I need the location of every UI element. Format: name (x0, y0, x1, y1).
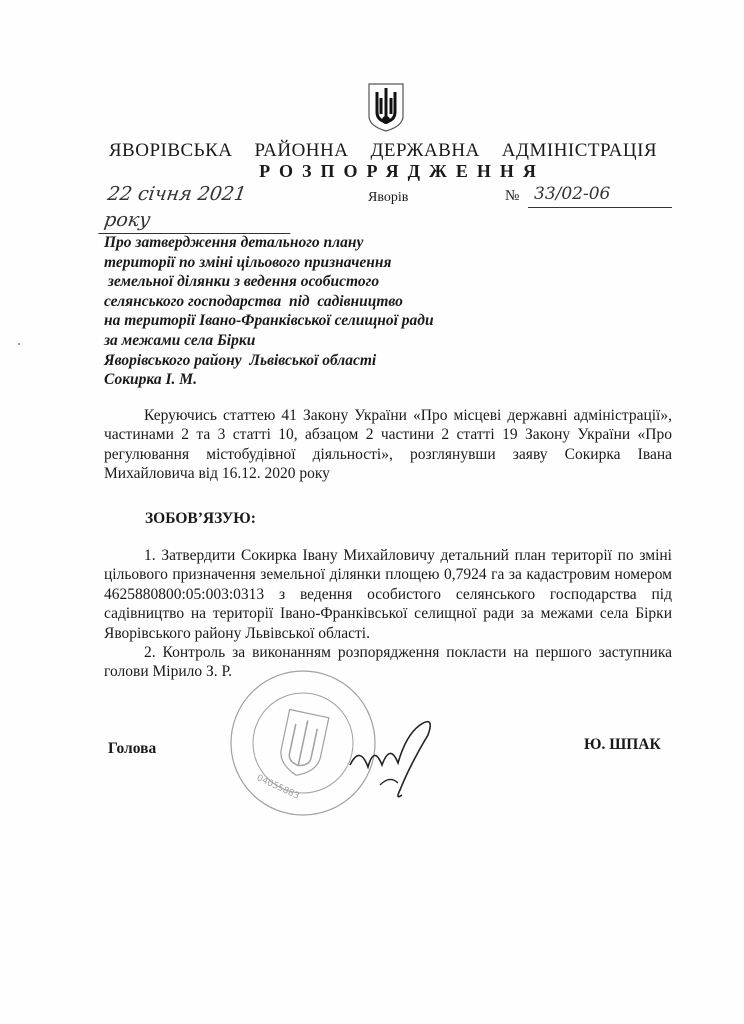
org-word: ЯВОРІВСЬКА (108, 140, 233, 161)
organization-name (0, 140, 744, 162)
number-label: № (505, 188, 520, 204)
subject-block (104, 233, 524, 390)
org-word: ДЕРЖАВНА (370, 140, 480, 161)
subject-line: на території Івано-Франківської селищної ради (104, 312, 434, 330)
obligation-heading: ЗОБОВ’ЯЗУЮ: (145, 510, 256, 527)
subject-line: території по зміні цільового призначення (104, 253, 392, 271)
scan-speck (18, 343, 20, 345)
stamp-code: 04055883 (254, 773, 301, 802)
trident-coat-of-arms-icon (367, 82, 405, 132)
handwritten-signature (340, 705, 450, 805)
org-word: РАЙОННА (254, 140, 349, 161)
signatory-name: Ю. ШПАК (584, 736, 661, 753)
subject-line: Сокирка І. М. (104, 371, 197, 389)
handwritten-number: 33/02-06 (528, 181, 672, 208)
signatory-position: Голова (108, 740, 157, 757)
order-item-1: 1. Затвердити Сокирка Івану Михайловичу детальний план території по зміні цільового призначення земельної ділянки площею 0,7924 га за кадастровим номером 4625880800:05:003:0313 з ведення особистого селянського господарства під садівництво на території Івано-Франківської селищної ради за межами села Бірки Яворівського району Львівської області. (104, 547, 672, 642)
subject-line: Яворівського району Львівської області (104, 351, 377, 369)
subject-line: селянського господарства під садівництво (104, 292, 403, 310)
subject-line: Про затвердження детального плану (104, 234, 364, 251)
city: Яворів (368, 190, 409, 205)
handwritten-date: 22 січня 2021 року (98, 181, 297, 234)
subject-line: земельної ділянки з ведення особистого (104, 273, 380, 291)
preamble-paragraph: Керуючись статтею 41 Закону України «Про місцеві державні адміністрації», частинами 2 та 3 статті 10, абзацом 2 частини 2 статті 19 Закону України «Про регулювання містобудівної діяльності», розглянувши заяву Сокирка Івана Михайловича від 16.12. 2020 року (104, 407, 672, 483)
org-word: АДМІНІСТРАЦІЯ (501, 140, 658, 161)
order-item-2: 2. Контроль за виконанням розпорядження покласти на першого заступника голови Мірило З. Р. (104, 644, 672, 681)
document-type: РОЗПОРЯДЖЕННЯ (259, 161, 545, 181)
subject-line: за межами села Бірки (104, 331, 256, 349)
